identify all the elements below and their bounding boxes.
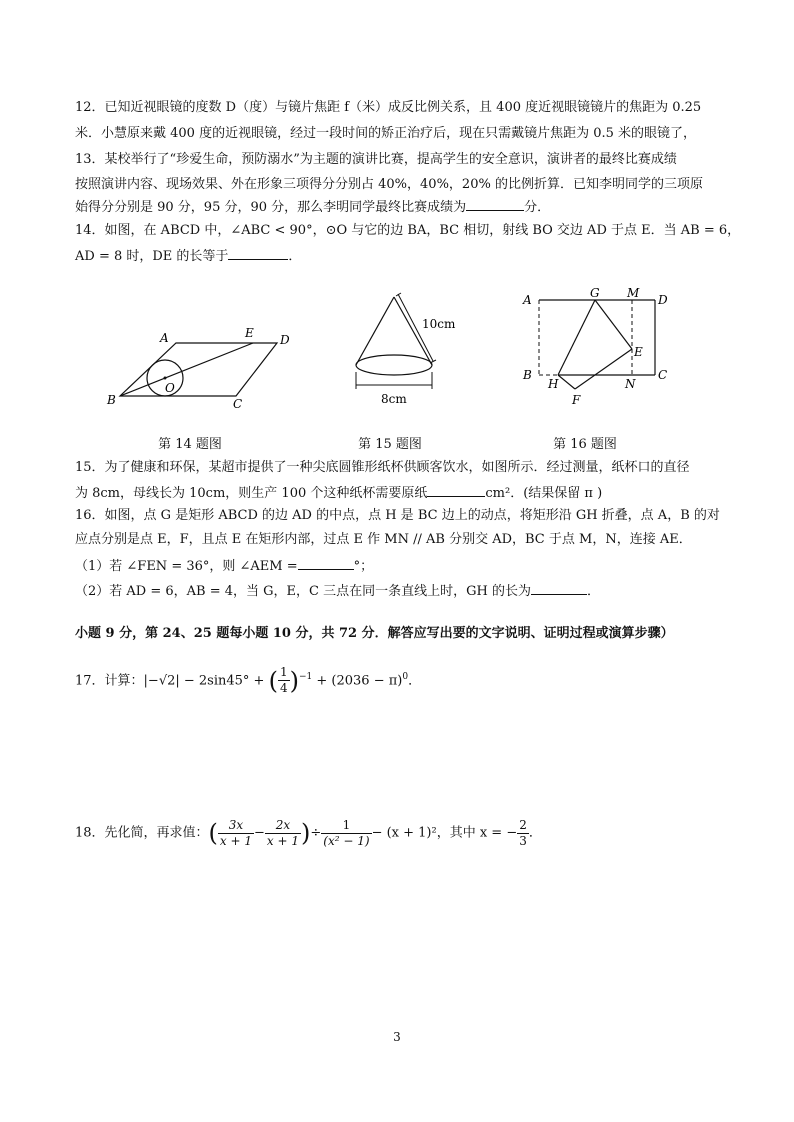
q16-line1: 16．如图，点 G 是矩形 ABCD 的边 AD 的中点，点 H 是 BC 边上的动点，将矩形沿 GH 折叠，点 A，B 的对 [75, 508, 720, 523]
label-n: N [625, 377, 636, 391]
answer-blank[interactable] [466, 196, 524, 211]
q18-frac4 [517, 818, 529, 849]
q18-minus: − [254, 825, 265, 841]
q18-frac4-num: 2 [519, 817, 527, 832]
q16-sub2-text: （2）若 AD = 6，AB = 4，当 G，E，C 三点在同一条直线上时，GH 的长为 [75, 584, 531, 599]
label-e: E [245, 326, 254, 340]
q15-line1: 15．为了健康和环保，某超市提供了一种尖底圆锥形纸杯供顾客饮水，如图所示．经过测量，纸杯口的直径 [75, 460, 690, 475]
label-a: A [160, 331, 169, 345]
label-e: E [634, 345, 643, 359]
q16-sub2 [75, 580, 600, 602]
q13-line2: 按照演讲内容、现场效果、外在形象三项得分分别占 40%，40%，20% 的比例折算．已知李明同学的三项原 [75, 177, 703, 192]
figure-15-cone [345, 285, 475, 410]
q13-line3-tail: 分． [524, 200, 551, 215]
q17-tail: ． [408, 673, 422, 689]
answer-blank[interactable] [427, 482, 485, 497]
q14-line1: 14．如图，在 ABCD 中，∠ABC < 90°，⊙O 与它的边 BA，BC 相切，射线 BO 交边 AD 于点 E．当 AB = 6， [75, 223, 741, 238]
q17-exp1: −1 [298, 672, 313, 682]
q18-frac1-num: 3x [218, 818, 254, 834]
diameter-label: 8cm [381, 392, 407, 406]
q17-frac-num: 1 [279, 665, 288, 680]
q13-line3 [75, 196, 550, 218]
section-header: 小题 9 分，第 24、25 题每小题 10 分，共 72 分．解答应写出要的文字说明、证明过程或演算步骤） [75, 626, 674, 641]
label-o: O [165, 381, 175, 395]
q18 [75, 815, 542, 852]
q14-line2-text: AD = 8 时，DE 的长等于 [75, 249, 229, 264]
left-paren: ( [268, 666, 278, 695]
q16-sub1-text: （1）若 ∠FEN = 36°，则 ∠AEM = [75, 559, 298, 574]
q18-frac2 [265, 818, 301, 849]
figure-16-caption: 第 16 题图 [553, 437, 617, 452]
q12-line1: 12．已知近视眼镜的度数 D（度）与镜片焦距 f（米）成反比例关系，且 400 度近视眼镜镜片的焦距为 0.25 [75, 100, 702, 115]
answer-blank[interactable] [531, 580, 587, 595]
label-h: H [548, 377, 559, 391]
q13-line3-text: 始得分分别是 90 分，95 分，90 分，那么李明同学最终比赛成绩为 [75, 200, 467, 215]
q16-sub2-tail: ． [586, 584, 600, 599]
q17-frac-den: 4 [279, 681, 288, 696]
page-number: 3 [393, 1030, 401, 1044]
q18-frac4-den: 3 [519, 833, 527, 848]
label-g: G [590, 286, 600, 300]
figure-16-rectangle-fold [515, 285, 675, 410]
q17-exp2: 0 [402, 672, 409, 682]
q17-expr-a: |−√2| − 2sin45° + [143, 673, 269, 689]
figure-14-parallelogram [105, 320, 305, 415]
q18-prefix: 18．先化简，再求值： [75, 825, 209, 841]
q18-frac1 [218, 818, 254, 849]
q17-fraction [278, 665, 290, 696]
q18-div: ÷ [310, 825, 322, 841]
q14-line2-tail: ． [288, 249, 302, 264]
right-paren: ) [289, 666, 299, 695]
q16-sub1 [75, 555, 373, 577]
q18-end: ． [528, 825, 542, 841]
label-f: F [572, 393, 581, 407]
figure-15-caption: 第 15 题图 [358, 437, 422, 452]
label-d: D [280, 333, 290, 347]
label-c: C [233, 397, 243, 411]
q18-frac3-num: 1 [321, 818, 371, 834]
label-b: B [107, 393, 116, 407]
q16-line2: 应点分别是点 E，F，且点 E 在矩形内部，过点 E 作 MN // AB 分别交 AD，BC 于点 M，N，连接 AE． [75, 532, 692, 547]
label-m: M [627, 286, 640, 300]
label-c: C [658, 368, 668, 382]
q13-line1: 13．某校举行了“珍爱生命，预防溺水”为主题的演讲比赛，提高学生的安全意识，演讲者的最终比赛成绩 [75, 152, 677, 167]
q12-line2: 米．小慧原来戴 400 度的近视眼镜，经过一段时间的矫正治疗后，现在只需戴镜片焦距为 0.5 米的眼镜了， [75, 126, 697, 141]
q18-frac2-num: 2x [265, 818, 301, 834]
q16-sub1-tail: °； [353, 559, 374, 574]
q18-frac3-den: (x² − 1) [323, 833, 370, 848]
right-paren: ) [301, 819, 311, 847]
slant-label: 10cm [422, 317, 456, 331]
q18-frac1-den: x + 1 [219, 833, 253, 848]
q15-line2-text: 为 8cm，母线长为 10cm，则生产 100 个这种纸杯需要原纸 [75, 486, 428, 501]
left-paren: ( [208, 819, 218, 847]
q17-prefix: 17．计算： [75, 673, 144, 689]
q18-tail-expr: − (x + 1)²，其中 x = − [371, 825, 518, 841]
q15-line2-tail: cm²．(结果保留 π ) [485, 486, 603, 501]
answer-blank[interactable] [228, 245, 288, 260]
q15-line2 [75, 482, 602, 504]
q18-frac2-den: x + 1 [266, 833, 300, 848]
answer-blank[interactable] [298, 555, 354, 570]
q18-frac3 [321, 818, 371, 849]
q14-line2 [75, 245, 301, 267]
q17-expr-b: + (2036 − π) [312, 673, 403, 689]
label-b: B [523, 368, 532, 382]
q17 [75, 662, 421, 696]
figure-14-caption: 第 14 题图 [158, 437, 222, 452]
label-a: A [523, 293, 532, 307]
label-d: D [658, 293, 668, 307]
